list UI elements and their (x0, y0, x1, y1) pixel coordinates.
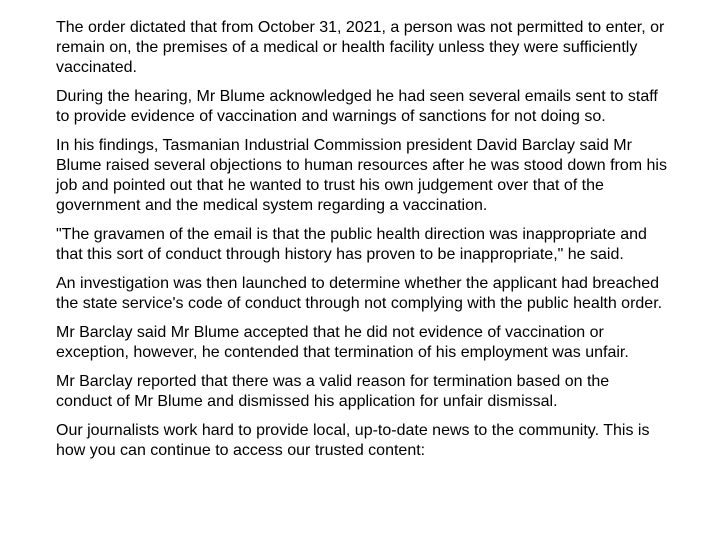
article-body (56, 18, 668, 470)
article-paragraph-6: Mr Barclay said Mr Blume accepted that he did not evidence of vaccination or exception, however, he contended that termination of his employment was unfair. (56, 324, 629, 361)
article-paragraph-3: In his findings, Tasmanian Industrial Commission president David Barclay said Mr Blume raised several objections to human resources after he was stood down from his job and pointed out that he wanted to trust his own judgement over that of the government and the medical system regarding a vaccination. (56, 137, 667, 214)
article-paragraph-7: Mr Barclay reported that there was a valid reason for termination based on the conduct of Mr Blume and dismissed his application for unfair dismissal. (56, 373, 610, 410)
article-paragraph-2: During the hearing, Mr Blume acknowledged he had seen several emails sent to staff to provide evidence of vaccination and warnings of sanctions for not doing so. (56, 88, 658, 125)
article-paragraph-8: Our journalists work hard to provide local, up-to-date news to the community. This is how you can continue to access our trusted content: (56, 422, 650, 459)
article-paragraph-5: An investigation was then launched to determine whether the applicant had breached the state service's code of conduct through not complying with the public health order. (56, 275, 663, 312)
article-paragraph-1: The order dictated that from October 31, 2021, a person was not permitted to enter, or remain on, the premises of a medical or health facility unless they were sufficiently vaccinated. (56, 19, 665, 76)
article-paragraph-4: "The gravamen of the email is that the public health direction was inappropriate and that this sort of conduct through history has proven to be inappropriate," he said. (56, 226, 647, 263)
